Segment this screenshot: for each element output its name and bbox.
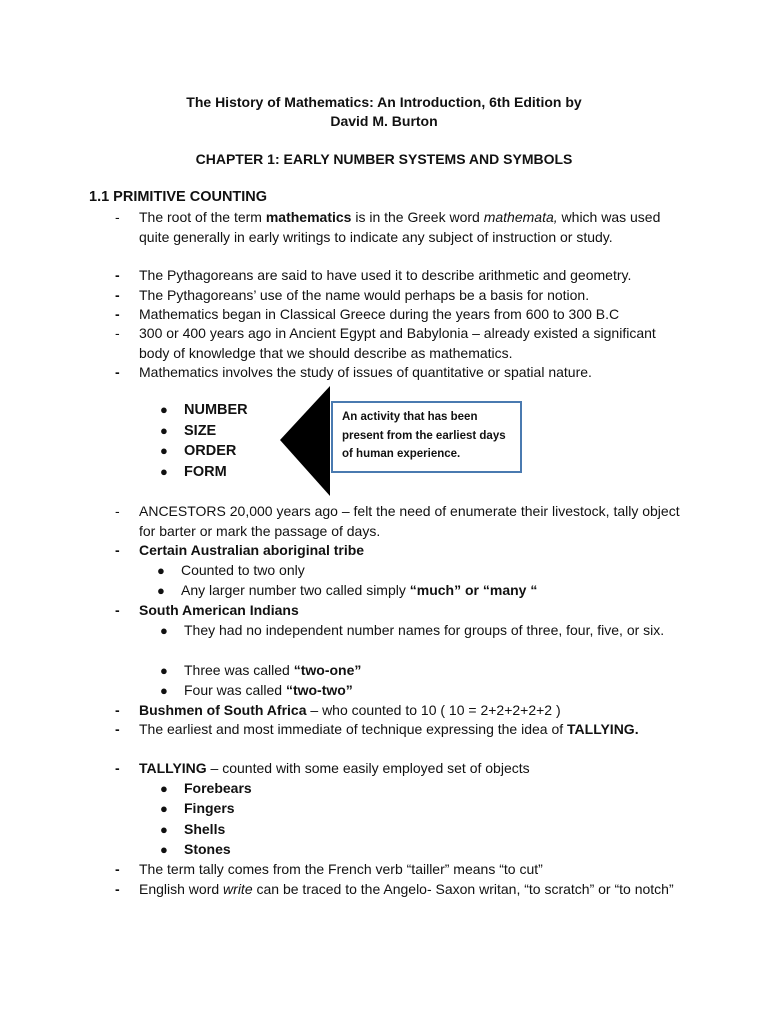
- dash-bullet: -: [115, 602, 120, 618]
- quantity-item: ● ORDER: [160, 443, 237, 459]
- list-item: - Bushmen of South Africa – who counted to 10 ( 10 = 2+2+2+2+2 ): [139, 701, 684, 721]
- quantity-item: ● FORM: [160, 464, 227, 480]
- bullet-dot: ●: [160, 623, 168, 638]
- tally-item: ● Forebears: [184, 779, 704, 799]
- dash-bullet: -: [115, 760, 120, 776]
- bullet-dot: ●: [160, 464, 168, 479]
- section-heading: 1.1 PRIMITIVE COUNTING: [89, 189, 268, 205]
- book-title-line2: David M. Burton: [330, 113, 438, 129]
- list-item: - The root of the term mathematics is in the Greek word mathemata, which was used quite generally in early writings to indicate any subject of instruction or study.: [115, 209, 661, 245]
- sub-item: ● Four was called “two-two”: [184, 681, 704, 701]
- bullet-dot: ●: [157, 563, 165, 578]
- bullet-dot: ●: [160, 683, 168, 698]
- sub-item: ● They had no independent number names for groups of three, four, five, or six.: [184, 621, 684, 641]
- bullet-dot: ●: [160, 822, 168, 837]
- chapter-title: CHAPTER 1: EARLY NUMBER SYSTEMS AND SYMBOLS: [195, 151, 573, 167]
- bullet-dot: ●: [160, 781, 168, 796]
- list-item: - The term tally comes from the French verb “tailler” means “to cut”: [139, 860, 684, 880]
- list-item: - The Pythagoreans are said to have used it to describe arithmetic and geometry.: [139, 266, 684, 286]
- dash-bullet: -: [115, 306, 120, 322]
- bullet-dot: ●: [160, 402, 168, 417]
- list-item: - Certain Australian aboriginal tribe: [139, 541, 684, 561]
- list-item: - English word write can be traced to the Angelo- Saxon writan, “to scratch” or “to notch”: [139, 880, 684, 900]
- dash-bullet: -: [115, 267, 120, 283]
- tally-item: ● Fingers: [184, 799, 704, 819]
- list-item: - South American Indians: [139, 601, 684, 621]
- list-item: - Mathematics began in Classical Greece during the years from 600 to 300 B.C: [139, 305, 684, 325]
- bullet-dot: ●: [160, 423, 168, 438]
- dash-bullet: -: [115, 702, 120, 718]
- tally-item: ● Shells: [184, 820, 704, 840]
- list-item: - 300 or 400 years ago in Ancient Egypt and Babylonia – already existed a significant body of knowledge that we should describe as mathematics.: [115, 325, 656, 361]
- list-item: - TALLYING – counted with some easily employed set of objects: [139, 759, 684, 779]
- list-item: - ANCESTORS 20,000 years ago – felt the need of enumerate their livestock, tally object for barter or mark the passage of days.: [115, 503, 680, 539]
- callout-arrow-shape: [278, 384, 338, 498]
- dash-bullet: -: [115, 209, 120, 225]
- dash-bullet: -: [115, 325, 120, 341]
- dash-bullet: -: [115, 287, 120, 303]
- list-item: - The earliest and most immediate of technique expressing the idea of TALLYING.: [139, 720, 684, 740]
- sub-item: ● Counted to two only: [181, 561, 701, 581]
- list-item: - Mathematics involves the study of issues of quantitative or spatial nature.: [139, 363, 684, 383]
- book-title-line1: The History of Mathematics: An Introduction, 6th Edition by: [186, 94, 582, 110]
- bullet-dot: ●: [160, 663, 168, 678]
- dash-bullet: -: [115, 503, 120, 519]
- tally-item: ● Stones: [184, 840, 704, 860]
- list-item: - The Pythagoreans’ use of the name would perhaps be a basis for notion.: [139, 286, 684, 306]
- callout-box: An activity that has been present from the earliest days of human experience.: [331, 401, 522, 473]
- bullet-dot: ●: [157, 583, 165, 598]
- bullet-dot: ●: [160, 801, 168, 816]
- dash-bullet: -: [115, 721, 120, 737]
- sub-item: ● Any larger number two called simply “much” or “many “: [181, 581, 701, 601]
- dash-bullet: -: [115, 542, 120, 558]
- bullet-dot: ●: [160, 842, 168, 857]
- dash-bullet: -: [115, 881, 120, 897]
- quantity-item: ● NUMBER: [160, 402, 248, 418]
- sub-item: ● Three was called “two-one”: [184, 661, 704, 681]
- bullet-dot: ●: [160, 443, 168, 458]
- dash-bullet: -: [115, 364, 120, 380]
- quantity-item: ● SIZE: [160, 423, 217, 439]
- dash-bullet: -: [115, 861, 120, 877]
